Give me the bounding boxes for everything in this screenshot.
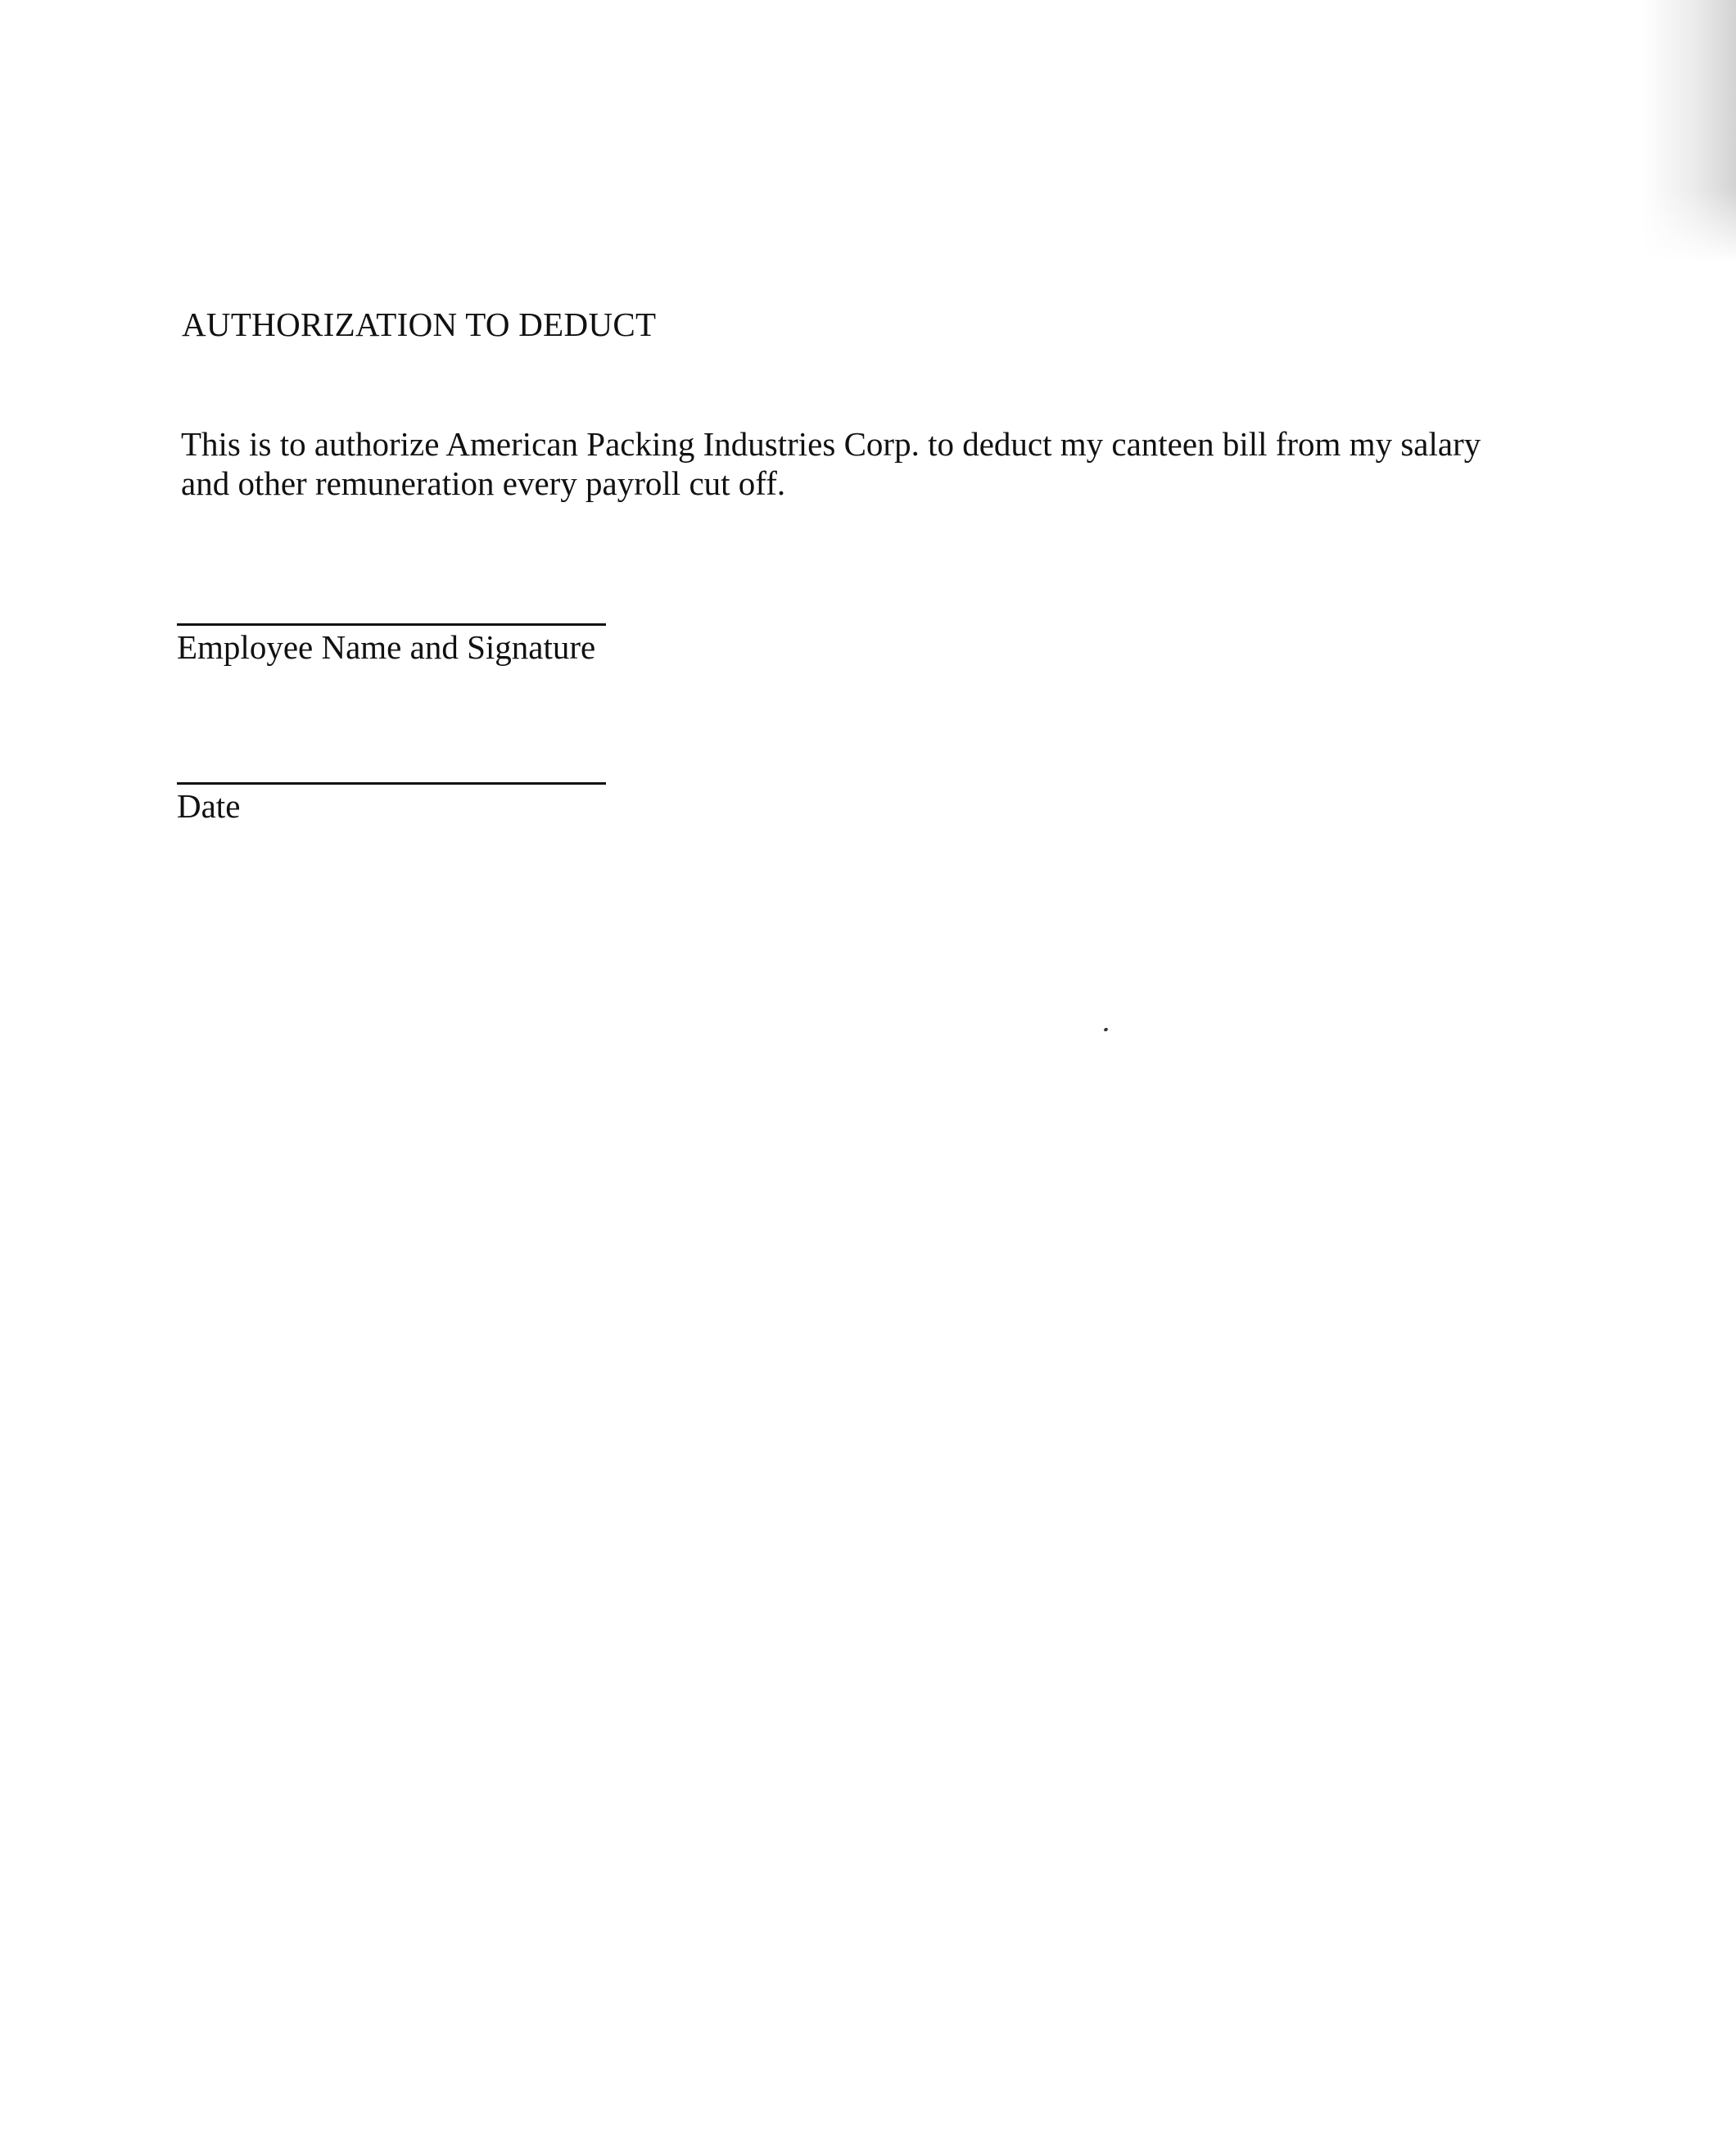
employee-signature-label: Employee Name and Signature	[177, 628, 596, 666]
document-title: AUTHORIZATION TO DEDUCT	[182, 306, 657, 343]
paragraph-line: This is to authorize American Packing Industries Corp. to deduct my canteen bill from my salary	[181, 425, 1481, 463]
date-line	[177, 782, 606, 785]
authorization-paragraph	[181, 424, 1573, 503]
signature-line	[177, 623, 606, 626]
employee-signature-field	[177, 623, 606, 667]
paragraph-line: and other remuneration every payroll cut off.	[181, 464, 786, 502]
date-label: Date	[177, 787, 241, 825]
scan-edge-shadow	[1642, 0, 1736, 262]
date-field	[177, 782, 606, 826]
ink-speck	[1103, 1027, 1108, 1032]
